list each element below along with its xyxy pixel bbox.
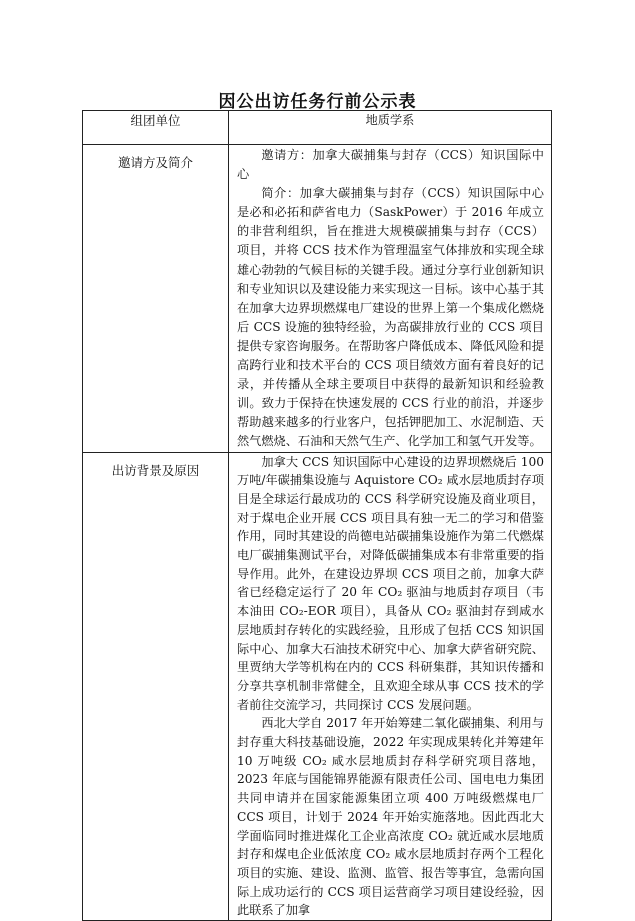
invitation-text: [229, 145, 551, 452]
background-label-cell: [83, 452, 229, 921]
invitation-label-cell: [83, 145, 229, 453]
document-title: 因公出访任务行前公示表: [218, 92, 417, 112]
background-paragraph-1: 加拿大 CCS 知识国际中心建设的边界坝燃烧后 100 万吨/年碳捕集设施与 Aquistore CO₂ 咸水层地质封存项目是全球运行最成功的 CCS 科学研究设施及商业项目，对于煤电企业开展 CCS 项目具有独一无二的学习和借鉴作用，同时其建设的尚德电站碳捕集设施作为第二代燃煤电厂碳捕集测试平台，对降低碳捕集成本有非常重要的指导作用。此外，在建设边界坝 CCS 项目之前，加拿大萨省已经稳定运行了 20 年 CO₂ 驱油与地质封存项目（韦本油田 CO₂-EOR 项目），具备从 CO₂ 驱油封存到咸水层地质封存转化的实践经验，且形成了包括 CCS 知识国际中心、加拿大石油技术研究中心、加拿大萨省研究院、里贾纳大学等机构在内的 CCS 科研集群，其知识传播和分享共享机制非常健全，且欢迎全球从事 CCS 技术的学者前往交流学习，共同探讨 CCS 发展问题。: [237, 454, 544, 712]
group-unit-value: 地质学系: [229, 111, 552, 145]
background-row: [83, 452, 552, 921]
background-label: 出访背景及原因: [111, 462, 200, 478]
inviter-line: 邀请方：加拿大碳捕集与封存（CCS）知识国际中心: [237, 148, 544, 182]
inviter-intro: 简介：加拿大碳捕集与封存（CCS）知识国际中心是必和必拓和萨省电力（SaskPower）于 2016 年成立的非营利组织，旨在推进大规模碳捕集与封存（CCS）项目，并将 CCS 技术作为管理温室气体排放和实现全球雄心勃勃的气候目标的关键手段。通过分享行业创新知识和专业知识以及建设能力来实现这一目标。该中心基于其在加拿大边界坝燃煤电厂建设的世界上第一个集成化燃烧后 CCS 设施的独特经验，为高碳排放行业的 CCS 项目提供专家咨询服务。在帮助客户降低成本、降低风险和提高跨行业和技术平台的 CCS 项目绩效方面有着良好的记录，并传播从全球主要项目中获得的最新知识和经验教训。致力于保持在快速发展的 CCS 行业的前沿，并逐步帮助越来越多的行业客户，包括钾肥加工、水泥制造、天然气燃烧、石油和天然气生产、化学加工和氢气开发等。: [237, 186, 544, 449]
invitation-content-cell: [229, 145, 552, 453]
invitation-label: 邀请方及简介: [117, 155, 193, 170]
invitation-row: [83, 145, 552, 453]
group-unit-label: 组团单位: [83, 111, 229, 145]
background-paragraph-2: 西北大学自 2017 年开始筹建二氧化碳捕集、利用与封存重大科技基础设施，2022 年实现成果转化并筹建年 10 万吨级 CO₂ 咸水层地质封存科学研究项目落地，2023 年底与国能锦界能源有限责任公司、国电电力集团共同申请并在国家能源集团立项 400 万吨级燃煤电厂 CCS 项目，计划于 2024 年开始实施落地。因此西北大学面临同时推进煤化工企业高浓度 CO₂ 就近咸水层地质封存和煤电企业低浓度 CO₂ 咸水层地质封存两个工程化项目的实施、建设、监测、监管、报告等事宜，急需向国际上成功运行的 CCS 项目运营商学习项目建设经验，因此联系了加拿: [237, 716, 544, 918]
background-content-cell: [229, 452, 552, 921]
publicity-form-table: [82, 110, 552, 921]
group-unit-row: [83, 111, 552, 145]
